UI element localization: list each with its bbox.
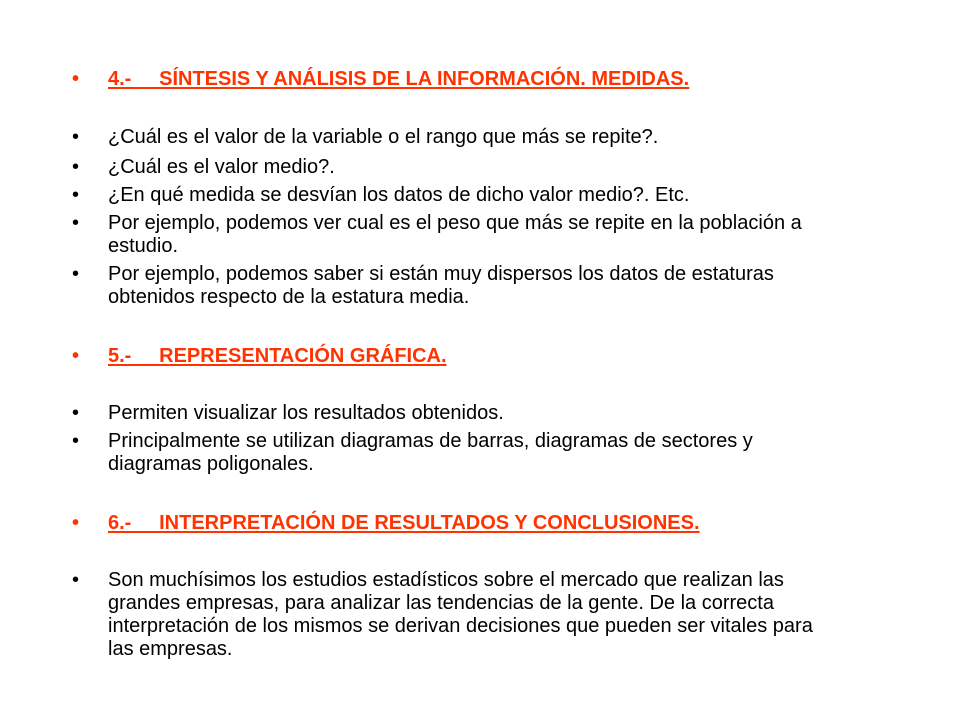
section-4-heading	[72, 68, 832, 91]
bullet-icon: •	[72, 156, 80, 178]
heading-text: 6.- INTERPRETACIÓN DE RESULTADOS Y CONCLUSIONES.	[108, 512, 700, 534]
bullet-icon: •	[72, 345, 80, 367]
section-5-heading	[72, 345, 832, 368]
bullet-icon: •	[72, 263, 80, 285]
list-item	[72, 430, 832, 476]
list-item	[72, 184, 832, 207]
bullet-icon: •	[72, 512, 80, 534]
list-item-text: Principalmente se utilizan diagramas de barras, diagramas de sectores y diagramas poligonales.	[108, 430, 753, 475]
list-item	[72, 569, 832, 661]
heading-text: 4.- SÍNTESIS Y ANÁLISIS DE LA INFORMACIÓN. MEDIDAS.	[108, 68, 690, 90]
bullet-icon: •	[72, 126, 80, 148]
list-item-text: ¿En qué medida se desvían los datos de dicho valor medio?. Etc.	[108, 184, 690, 206]
bullet-icon: •	[72, 402, 80, 424]
list-item-text: Son muchísimos los estudios estadísticos sobre el mercado que realizan las grandes empresas, para analizar las tendencias de la gente. De la correcta interpretación de los mismos se derivan decisiones que pueden ser vitales para las empresas.	[108, 569, 813, 660]
list-item	[72, 402, 832, 425]
list-item-text: ¿Cuál es el valor medio?.	[108, 156, 335, 178]
list-item-text: Por ejemplo, podemos saber si están muy dispersos los datos de estaturas obtenidos respecto de la estatura media.	[108, 263, 774, 308]
list-item-text: Permiten visualizar los resultados obtenidos.	[108, 402, 504, 424]
bullet-icon: •	[72, 184, 80, 206]
bullet-icon: •	[72, 68, 80, 90]
list-item-text: Por ejemplo, podemos ver cual es el peso que más se repite en la población a estudio.	[108, 212, 802, 257]
list-item-text: ¿Cuál es el valor de la variable o el rango que más se repite?.	[108, 126, 659, 148]
section-6-heading	[72, 512, 832, 535]
list-item	[72, 263, 832, 309]
bullet-icon: •	[72, 212, 80, 234]
list-item	[72, 212, 832, 258]
bullet-icon: •	[72, 430, 80, 452]
heading-text: 5.- REPRESENTACIÓN GRÁFICA.	[108, 345, 447, 367]
list-item	[72, 126, 832, 149]
bullet-icon: •	[72, 569, 80, 591]
list-item	[72, 156, 832, 179]
